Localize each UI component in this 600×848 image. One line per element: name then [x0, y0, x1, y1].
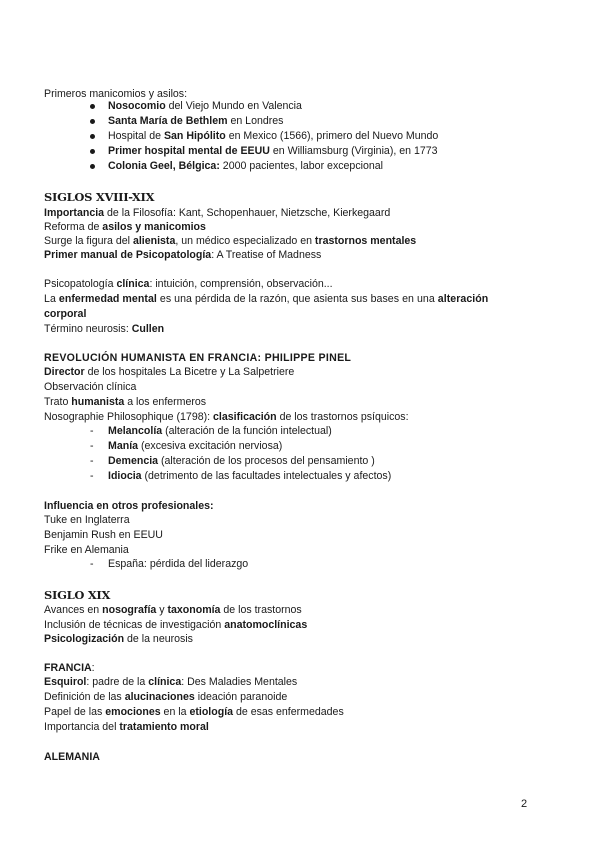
- text-line: Psicologización de la neurosis: [44, 633, 193, 645]
- section-heading: REVOLUCIÓN HUMANISTA EN FRANCIA: PHILIPPE PINEL: [44, 352, 352, 364]
- page-number: 2: [521, 798, 528, 810]
- disorder-item: Melancolía (alteración de la función intelectual): [108, 425, 332, 437]
- text-line: Director de los hospitales La Bicetre y La Salpetriere: [44, 366, 295, 378]
- text-line: Esquirol: padre de la clínica: Des Maladies Mentales: [44, 676, 298, 688]
- subsection-heading: FRANCIA:: [44, 662, 95, 674]
- dash-marker: -: [90, 470, 94, 482]
- text-line: Término neurosis: Cullen: [44, 323, 165, 335]
- subsection-heading: ALEMANIA: [44, 751, 100, 763]
- text-line: Definición de las alucinaciones ideación paranoide: [44, 691, 288, 703]
- dash-marker: -: [90, 558, 94, 570]
- text-line: Frike en Alemania: [44, 544, 129, 556]
- text-line: Papel de las emociones en la etiología de esas enfermedades: [44, 706, 344, 718]
- dash-marker: -: [90, 425, 94, 437]
- text-line: Tuke en Inglaterra: [44, 514, 130, 526]
- dash-marker: -: [90, 440, 94, 452]
- text-line: Importancia del tratamiento moral: [44, 721, 209, 733]
- text-line: Benjamin Rush en EEUU: [44, 529, 163, 541]
- asylum-item: Primer hospital mental de EEUU en Williamsburg (Virginia), en 1773: [108, 145, 438, 157]
- bullet-icon: [90, 119, 95, 124]
- dash-marker: -: [90, 455, 94, 467]
- asylums-intro: Primeros manicomios y asilos:: [44, 88, 188, 100]
- text-line: Reforma de asilos y manicomios: [44, 221, 206, 233]
- disorder-item: Idiocia (detrimento de las facultades intelectuales y afectos): [108, 470, 392, 482]
- text-line: Primer manual de Psicopatología: A Treatise of Madness: [44, 249, 322, 261]
- asylum-item: Colonia Geel, Bélgica: 2000 pacientes, labor excepcional: [108, 160, 383, 172]
- asylum-item: Santa María de Bethlem en Londres: [108, 115, 284, 127]
- asylum-item: Nosocomio del Viejo Mundo en Valencia: [108, 100, 302, 112]
- text-line: Surge la figura del alienista, un médico especializado en trastornos mentales: [44, 235, 417, 247]
- disorder-item: Demencia (alteración de los procesos del pensamiento ): [108, 455, 375, 467]
- text-line: Importancia de la Filosofía: Kant, Schopenhauer, Nietzsche, Kierkegaard: [44, 207, 391, 219]
- text-line: Avances en nosografía y taxonomía de los trastornos: [44, 604, 302, 616]
- text-line: La enfermedad mental es una pérdida de la razón, que asienta sus bases en una alteración: [44, 293, 489, 305]
- disorder-item: Manía (excesiva excitación nerviosa): [108, 440, 283, 452]
- bullet-icon: [90, 134, 95, 139]
- text-line: Observación clínica: [44, 381, 137, 393]
- text-line: España: pérdida del liderazgo: [108, 558, 249, 570]
- text-line: Psicopatología clínica: intuición, comprensión, observación...: [44, 278, 333, 290]
- text-line: Inclusión de técnicas de investigación anatomoclínicas: [44, 619, 308, 631]
- bullet-icon: [90, 164, 95, 169]
- section-heading: SIGLO XIX: [44, 588, 111, 602]
- subsection-heading: Influencia en otros profesionales:: [44, 500, 214, 512]
- text-line: Nosographie Philosophique (1798): clasificación de los trastornos psíquicos:: [44, 411, 409, 423]
- asylum-item: Hospital de San Hipólito en Mexico (1566), primero del Nuevo Mundo: [108, 130, 439, 142]
- text-line: Trato humanista a los enfermeros: [44, 396, 207, 408]
- bullet-icon: [90, 149, 95, 154]
- text-line: corporal: [44, 308, 87, 320]
- bullet-icon: [90, 104, 95, 109]
- section-heading: SIGLOS XVIII-XIX: [44, 190, 155, 204]
